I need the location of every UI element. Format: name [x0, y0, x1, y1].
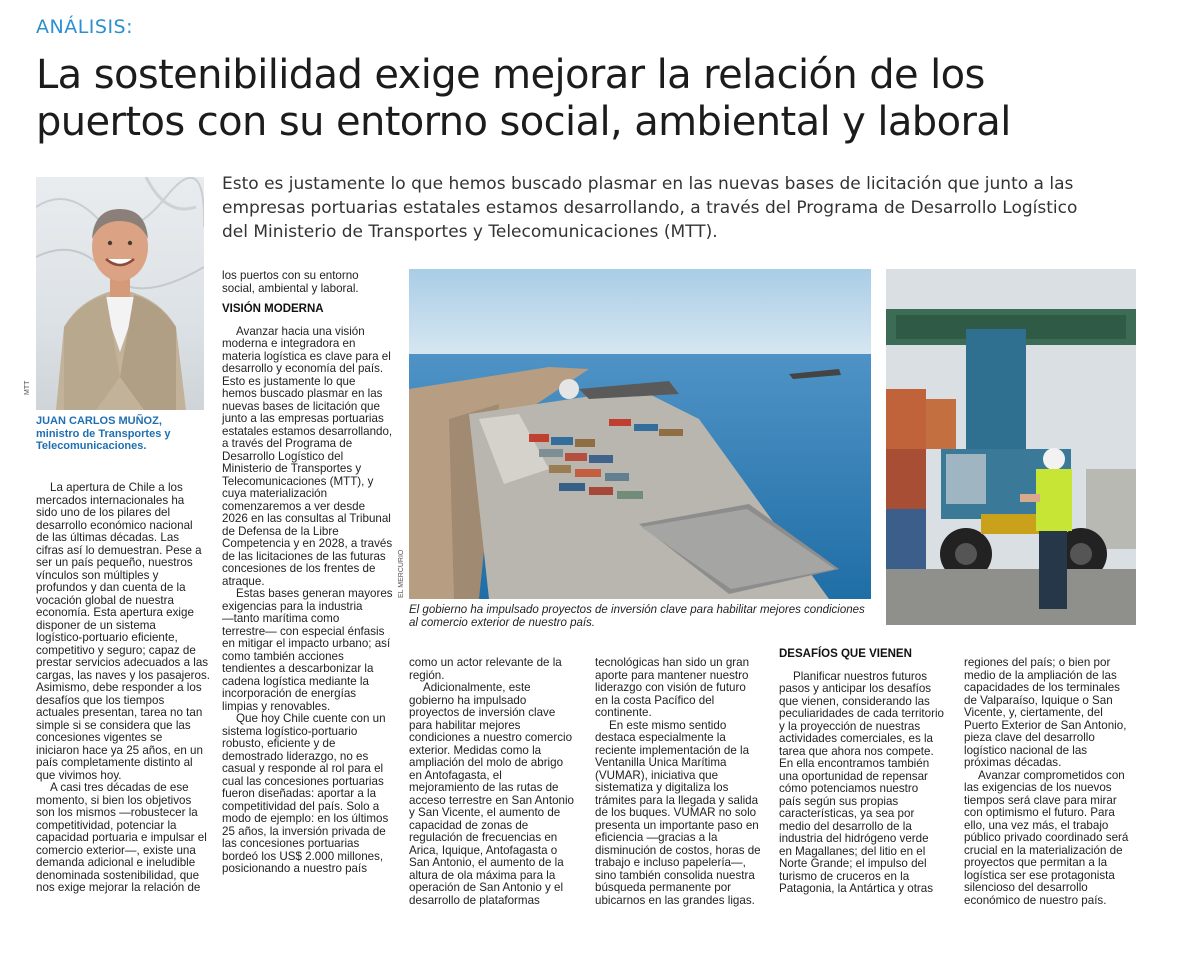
body-line: y la proyección de nuestras	[779, 719, 921, 733]
body-column-5	[779, 648, 943, 896]
body-line: que vienen, considerando las	[779, 694, 930, 708]
body-line: industria del hidrógeno verde	[779, 832, 929, 845]
body-line: Esto es justamente lo que	[222, 374, 356, 388]
body-line: tendientes a descarbonizar la	[222, 662, 374, 675]
body-line: competitivo y seguro; capaz de	[36, 643, 196, 657]
body-line: economía. Esta apertura exige	[36, 606, 194, 619]
body-line: como un actor relevante de la	[409, 656, 562, 669]
body-line: de los buques. VUMAR no solo	[595, 806, 757, 819]
body-line: cifras así lo demuestran. Pese a	[36, 543, 202, 557]
body-line: tiempos será clave para mirar	[964, 793, 1117, 807]
body-line: mejoramiento de las rutas de	[409, 781, 559, 794]
body-line: logística ser ese protagonista	[964, 868, 1115, 882]
body-line: eficiencia —gracias a la	[595, 831, 718, 844]
body-line: concesiones de los frentes de	[222, 562, 376, 575]
body-line: una oportunidad de repensar	[779, 769, 928, 783]
body-line: Vicente, y, ciertamente, del	[964, 706, 1103, 719]
body-column-4	[595, 656, 761, 907]
body-line: silencioso del desarrollo	[964, 881, 1088, 894]
body-line: En ella encontramos también	[779, 757, 930, 770]
body-line: Asimismo, debe responder a los	[36, 681, 202, 694]
body-line: regulación de frecuencias en	[409, 831, 558, 844]
body-line: fueron diseñadas: aportar a la	[222, 787, 377, 800]
body-line: incorporación de energías	[222, 687, 357, 700]
body-line: capacidades de los terminales	[964, 681, 1120, 694]
body-line: denominada sostenibilidad, que	[36, 868, 200, 882]
body-line: ubicarnos en las grandes ligas.	[595, 893, 755, 907]
body-line: Telecomunicaciones (MTT), y	[222, 474, 374, 488]
body-line: robusto, eficiente y de	[222, 737, 336, 750]
body-line: búsqueda permanente por	[595, 881, 732, 894]
headline-line: La sostenibilidad exige mejorar la relación de los	[36, 52, 985, 98]
body-line: son los mismos —robustecer la	[36, 806, 198, 819]
body-line: próximas décadas.	[964, 756, 1062, 769]
body-line: ser un país pequeño, nuestros	[36, 556, 193, 569]
body-line: ampliación del molo de abrigo	[409, 756, 564, 769]
body-line: de Valparaíso, Iquique o San	[964, 693, 1113, 707]
body-line: condiciones a nuestro comercio	[409, 731, 573, 744]
body-line: pasos y anticipar los desafíos	[779, 682, 932, 695]
author-portrait	[36, 177, 204, 410]
body-line: las concesiones portuarias	[222, 837, 360, 850]
body-line: Avanzar comprometidos con	[978, 768, 1125, 782]
body-line: nuevas bases de licitación que	[222, 399, 380, 413]
body-line: Norte Grande; el impulso del	[779, 857, 927, 870]
body-line: Estas bases generan mayores	[236, 587, 393, 600]
body-line: Planificar nuestros futuros	[793, 669, 928, 683]
body-line: cargas, las naves y los pasajeros.	[36, 668, 210, 682]
body-line: Ministerio de Transportes y	[222, 462, 362, 475]
body-column-3	[409, 656, 574, 907]
body-line: trabajo e incluso papelería—,	[595, 856, 746, 869]
body-line: Competencia y en 2028, a través	[222, 537, 393, 550]
body-line: disminución de costos, horas de	[595, 843, 761, 857]
body-line: En este mismo sentido	[609, 718, 727, 732]
body-line: continente.	[595, 706, 652, 719]
body-line: demanda adicional e ineludible	[36, 856, 196, 869]
body-line: las exigencias de los nuevos	[964, 781, 1112, 794]
body-line: presenta un importante paso en	[595, 818, 759, 832]
body-line: Patagonia, la Antártica y otras	[779, 882, 934, 895]
body-line: los puertos con su entorno	[222, 269, 359, 282]
body-line: Avanzar hacia una visión	[236, 324, 365, 338]
body-line: tarea que ahora nos compete.	[779, 744, 934, 758]
headline-line: puertos con su entorno social, ambiental y laboral	[36, 99, 1011, 145]
body-line: Que hoy Chile cuente con un	[236, 712, 386, 725]
body-line: Arica, Iquique, Antofagasta o	[409, 843, 558, 857]
body-line: competitividad, potenciar la	[36, 818, 177, 832]
body-line: para habilitar mejores	[409, 718, 521, 732]
body-line: mercados internacionales ha	[36, 493, 185, 507]
body-line: trámites para la llegada y salida	[595, 793, 759, 807]
body-line: crucial en la materialización de	[964, 843, 1123, 857]
body-line: posicionando a nuestro país	[222, 862, 368, 875]
body-line: casual y responde al rol para el	[222, 762, 384, 775]
body-line: regiones del país; o bien por	[964, 656, 1111, 669]
body-line: actividades comerciales, es la	[779, 732, 934, 745]
body-line: (VUMAR), iniciativa que	[595, 768, 719, 782]
body-line: simple si se considera que las	[36, 718, 191, 732]
body-line: disponer de un sistema	[36, 618, 156, 632]
lead-line: empresas portuarias estatales estamos desarrollando, a través del Programa de Desarrollo Logístico	[222, 198, 1078, 218]
photo-caption	[409, 604, 879, 630]
body-line: tecnológicas han sido un gran	[595, 656, 750, 669]
lead-line: Esto es justamente lo que hemos buscado plasmar en las nuevas bases de licitación que junto a las	[222, 174, 1074, 194]
body-line: sido uno de los pilares del	[36, 506, 171, 519]
body-line: Ventanilla Única Marítima	[595, 756, 727, 769]
body-line: proyectos de inversión clave	[409, 706, 556, 719]
body-line: demostrado liderazgo, no es	[222, 749, 369, 763]
body-line: San Antonio, el aumento de la	[409, 856, 564, 869]
body-line: Adicionalmente, este	[423, 681, 531, 694]
author-role: ministro de Transportes y	[36, 427, 171, 440]
author-name: JUAN CARLOS MUÑOZ,	[36, 415, 162, 427]
body-line: desafíos que los tiempos	[36, 693, 165, 707]
portrait-photo-credit: MTT	[24, 380, 31, 395]
body-line: altura de ola máxima para la	[409, 868, 556, 882]
body-line: sino también consolida nuestra	[595, 868, 755, 882]
body-line: económico de nuestro país.	[964, 893, 1107, 907]
body-line: a través del Programa de	[222, 437, 353, 450]
body-line: de las licitaciones de las futuras	[222, 549, 386, 563]
body-line: cadena logística mediante la	[222, 674, 369, 688]
body-line: La apertura de Chile a los	[50, 481, 183, 494]
body-column-6	[964, 657, 1134, 907]
body-line: desarrollo y economía del país.	[222, 362, 384, 375]
body-line: gobierno ha impulsado	[409, 693, 527, 707]
body-line: ello, una vez más, el trabajo	[964, 818, 1109, 832]
body-line: con optimismo el futuro. Para	[964, 806, 1115, 819]
body-line: atraque.	[222, 574, 265, 588]
body-line: concesiones vigentes se	[36, 731, 163, 744]
body-line: vínculos son múltiples y	[36, 568, 159, 582]
body-column-2	[222, 270, 394, 876]
body-line: moderna e integradora en	[222, 337, 356, 350]
body-line: competitividad del país. Solo a	[222, 799, 380, 813]
body-line: logístico nacional de las	[964, 743, 1088, 757]
body-line: limpias y renovables.	[222, 699, 331, 713]
port-photo-credit: EL MERCURIO	[398, 549, 405, 598]
body-line: acceso terrestre en San Antonio	[409, 793, 574, 807]
body-line: de Defensa de la Libre	[222, 524, 339, 538]
body-line: cuya materialización	[222, 487, 328, 500]
port-aerial-photo	[409, 269, 871, 599]
body-line: iniciaron hace ya 25 años, en un	[36, 743, 203, 757]
body-line: junto a las empresas portuarias	[222, 412, 384, 425]
body-line: Desarrollo Logístico del	[222, 449, 344, 463]
body-line: actuales presentan, tarea no tan	[36, 706, 203, 719]
body-line: y San Vicente, el aumento de	[409, 806, 561, 819]
body-line: terrestre— con especial énfasis	[222, 624, 385, 638]
crane-worker-photo	[886, 269, 1136, 625]
body-line: pieza clave del desarrollo	[964, 731, 1095, 744]
body-line: 25 años, la inversión privada de	[222, 824, 386, 838]
body-line: modo de ejemplo: en los últimos	[222, 812, 389, 825]
body-column-1	[36, 481, 210, 895]
body-line: en Magallanes; del litio en el	[779, 844, 926, 858]
body-line: A casi tres décadas de ese	[50, 781, 189, 794]
body-line: sistema logístico-portuario	[222, 724, 358, 738]
body-line: público privado coordinado será	[964, 831, 1129, 844]
body-line: exterior. Medidas como la	[409, 743, 542, 757]
body-line: turismo de cruceros en la	[779, 869, 910, 883]
body-line: en la costa Pacífico del	[595, 693, 715, 707]
body-line: logístico-portuario eficiente,	[36, 631, 178, 644]
body-line: 2026 en las consultas al Tribunal	[222, 512, 391, 525]
body-line: operación de San Antonio y el	[409, 881, 564, 894]
body-line: estatales estamos desarrollando,	[222, 424, 393, 438]
body-line: medio del desarrollo de la	[779, 819, 912, 833]
body-line: que vivimos hoy.	[36, 768, 122, 782]
body-line: en Antofagasta, el	[409, 768, 502, 782]
body-line: en mitigar el impacto urbano; así	[222, 637, 391, 650]
body-line: bordeó los US$ 2.000 millones,	[222, 849, 384, 863]
subhead-vision-moderna: VISIÓN MODERNA	[222, 303, 324, 315]
lead-line: del Ministerio de Transportes y Telecomunicaciones (MTT).	[222, 222, 718, 242]
body-line: destaca especialmente la	[595, 731, 726, 744]
body-line: peculiaridades de cada territorio	[779, 707, 944, 720]
body-line: de las últimas décadas. Las	[36, 531, 180, 544]
body-line: social, ambiental y laboral.	[222, 281, 359, 295]
body-line: desarrollo de plataformas	[409, 893, 540, 907]
body-line: reciente implementación de la	[595, 743, 750, 757]
body-line: comenzaremos a ver desde	[222, 499, 366, 513]
body-line: comercio exterior—, existe una	[36, 843, 196, 857]
body-line: materia logística es clave para el	[222, 349, 391, 363]
body-line: como también acciones	[222, 649, 344, 663]
body-line: vocación global de nuestra	[36, 593, 174, 607]
body-line: capacidad de zonas de	[409, 818, 529, 832]
body-line: nos exige mejorar la relación de	[36, 881, 201, 894]
body-line: características, ya sea por	[779, 807, 915, 820]
body-line: país según sus propias	[779, 794, 899, 808]
body-line: proyectos que permitan a la	[964, 856, 1108, 869]
body-line: profundos y dan cuenta de la	[36, 581, 186, 594]
body-line: —tanto marítima como	[222, 612, 340, 625]
body-line: región.	[409, 668, 445, 682]
section-kicker: ANÁLISIS:	[36, 16, 134, 38]
body-line: cómo potenciamos nuestro	[779, 782, 919, 795]
body-line: cual las concesiones portuarias	[222, 774, 384, 788]
body-line: momento, si bien los objetivos	[36, 793, 192, 807]
body-line: país completamente distinto al	[36, 756, 193, 769]
headline	[36, 52, 1176, 146]
body-line: aporte para mantener nuestro	[595, 668, 749, 682]
subhead-desafios-que-vienen: DESAFÍOS QUE VIENEN	[779, 648, 912, 660]
body-line: hemos buscado plasmar en las	[222, 387, 383, 400]
body-line: capacidad portuaria e impulsar el	[36, 831, 207, 844]
lead-paragraph	[222, 172, 1167, 244]
caption-line: al comercio exterior de nuestro país.	[409, 617, 596, 629]
author-byline	[36, 415, 170, 453]
body-line: medio de la ampliación de las	[964, 668, 1117, 682]
caption-line: El gobierno ha impulsado proyectos de inversión clave para habilitar mejores condiciones	[409, 604, 865, 616]
body-line: desarrollo económico nacional	[36, 518, 193, 532]
body-line: Puerto Exterior de San Antonio,	[964, 718, 1127, 732]
author-role: Telecomunicaciones.	[36, 440, 147, 452]
body-line: exigencias para la industria	[222, 599, 363, 613]
body-line: prestar servicios adecuados a las	[36, 656, 209, 669]
body-line: sistematiza y digitaliza los	[595, 781, 729, 794]
body-line: liderazgo con visión de futuro	[595, 681, 746, 694]
